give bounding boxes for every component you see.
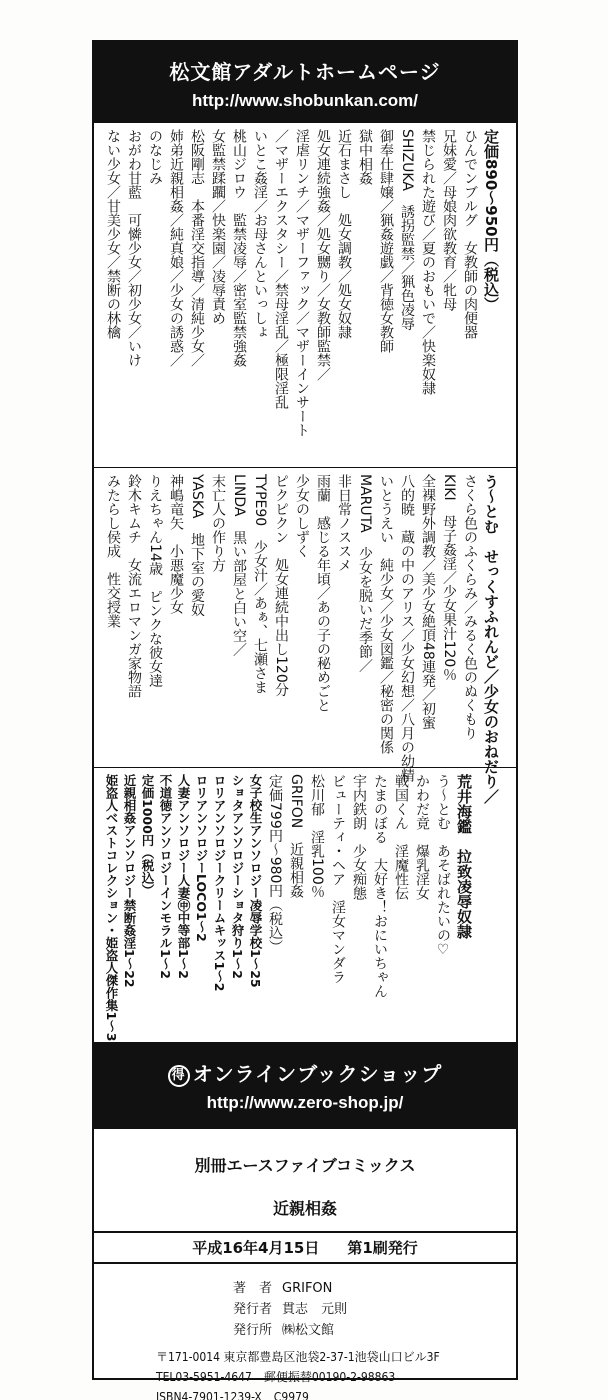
catalog-line: 松川郁 淫乳100％: [309, 774, 325, 899]
catalog-line: 松阪剛志 本番淫交指導／清純少女／: [189, 129, 205, 367]
catalog-line: 雨蘭 感じる年頃／あの子の秘めごと: [315, 474, 331, 712]
catalog-line: 宇内鉄朗 少女痴態: [351, 774, 367, 900]
catalog-line: 定価890〜950円（税込）: [482, 129, 500, 312]
catalog-section-2: [94, 467, 516, 804]
catalog-line: ビューティ・ヘア 淫女マンダラ: [330, 774, 346, 984]
author-label: 著 者: [232, 1281, 272, 1296]
catalog-line: MARUTA 少女を脱いだ季節／: [357, 474, 373, 673]
catalog-line: GRIFON 近親相姦: [288, 774, 304, 899]
publisher-contact: [94, 1347, 516, 1400]
catalog-line: 不道徳アンソロジーインモラル1〜2: [158, 774, 173, 979]
catalog-line: う〜とむ あそばれたいの♡: [435, 774, 451, 958]
catalog-line: さくら色のふくらみ／みるく色のぬくもり: [462, 474, 478, 740]
isbn: ISBN4-7901-1239-X C9979: [156, 1390, 309, 1400]
catalog-line: TYPE90 少女汁／あぁ、七瀬さま: [252, 474, 268, 695]
book-title: 近親相姦: [272, 1199, 337, 1218]
catalog-line: ロリアンソロジークリームキッス1〜2: [212, 774, 227, 992]
catalog-line: 女監禁蹂躙／快楽園／凌辱責め: [210, 129, 226, 325]
catalog-line: 神嶋竜矢 小悪魔少女: [168, 474, 184, 614]
catalog-line: 姉弟近親相姦／純真娘／少女の誘惑／: [168, 129, 184, 367]
publisher-label: 発行所: [232, 1323, 272, 1338]
publisher-person-row: [216, 1299, 516, 1320]
colophon: [94, 1128, 516, 1400]
catalog-line: 桃山ジロウ 監禁凌辱／密室監禁強姦: [231, 129, 247, 367]
catalog-line: りえちゃん14歳 ピンクな彼女達: [147, 474, 163, 688]
publication-date: 平成16年4月15日: [192, 1239, 320, 1257]
online-shop-banner: [94, 1042, 516, 1128]
website-url[interactable]: http://www.shobunkan.com/: [191, 91, 419, 110]
catalog-line: 近親相姦アンソロジー禁断姦淫1〜22: [122, 774, 137, 988]
catalog-line: ひんでンブルグ 女教師の肉便器: [462, 129, 478, 339]
series-name: 別冊エースファイブコミックス: [194, 1156, 416, 1175]
catalog-line: たまのぼる 大好き！おにいちゃん: [372, 774, 388, 998]
back-cover-frame: [92, 40, 518, 1400]
catalog-line: 禁じられた遊び／夏のおもいで／快楽奴隷: [420, 129, 436, 395]
catalog-section-1: [94, 122, 516, 467]
catalog-line: 獄中相姦: [357, 129, 373, 185]
catalog-line: SHIZUKA 誘拐監禁／猟色凌辱: [399, 129, 415, 331]
catalog-line: 少女のしずく: [294, 474, 310, 558]
catalog-line: ピクピクン 処女連続中出し120分: [273, 474, 289, 697]
catalog-line: おがわ甘藍 可憐少女／初少女／いけ: [126, 129, 142, 367]
edition: 第1刷発行: [347, 1239, 418, 1257]
telephone: TEL03-5951-4647 郵便振替00190-2-98863: [156, 1370, 396, 1384]
catalog-line: LINDA 黒い部屋と白い空／: [231, 474, 247, 657]
catalog-line: いとうえい 純少女／少女図鑑／秘密の関係: [378, 474, 394, 754]
catalog-line: 御奉仕肆嬢／猟姦遊戯／背徳女教師: [378, 129, 394, 353]
catalog-line: 処女連続強姦／処女嬲り／女教師監禁／: [315, 129, 331, 381]
catalog-line: いとこ姦淫／お母さんといっしょ: [252, 129, 268, 339]
catalog-line: 兄妹愛／母娘肉欲教育／牝母: [441, 129, 457, 311]
website-banner: [94, 42, 516, 122]
catalog-line: 女子校生アンソロジー凌辱学校1〜25: [248, 774, 263, 988]
catalog-line: 定価1000円（税込）: [140, 774, 155, 897]
catalog-line: 荒井海鑑 拉致凌辱奴隷: [455, 774, 473, 939]
catalog-line: 全裸野外調教／美少女絶頂48連発／初蜜: [420, 474, 436, 730]
catalog-section-2-text: [102, 474, 501, 804]
catalog-line: 人妻アンソロジー人妻㊥中等部1〜2: [176, 774, 191, 979]
catalog-section-3-text: [102, 774, 474, 1042]
catalog-line: 近石まさし 処女調教／処女奴隷: [336, 129, 352, 339]
catalog-line: ロリアンソロジーLOCO1〜2: [194, 774, 209, 942]
catalog-section-1-text: [102, 129, 501, 461]
publisher-value: ㈱松文館: [282, 1323, 335, 1338]
catalog-line: 姫盗人ベストコレクション・姫盗人傑作集1〜3: [104, 774, 119, 1042]
catalog-line: YASKA 地下室の愛奴: [189, 474, 205, 617]
catalog-line: 鈴木キムチ 女流エロマンガ家物語: [126, 474, 142, 698]
catalog-line: 非日常ノススメ: [336, 474, 352, 572]
catalog-line: 戦国くん 淫魔性伝: [393, 774, 409, 900]
address: 〒171-0014 東京都豊島区池袋2-37-1池袋山口ビル3F: [156, 1350, 440, 1364]
catalog-line: みたらし侯成 性交授業: [105, 474, 121, 628]
catalog-line: 末亡人の作り方: [210, 474, 226, 572]
catalog-section-3: [94, 767, 516, 1042]
online-shop-url[interactable]: http://www.zero-shop.jp/: [206, 1093, 404, 1112]
toku-mark-icon: 得: [168, 1065, 190, 1087]
catalog-line: のなじみ: [147, 129, 163, 185]
catalog-line: ショタアンソロジーショタ狩り1〜2: [230, 774, 245, 979]
catalog-line: KIKI 母子姦淫／少女果汁120％: [441, 474, 457, 682]
publication-date-bar: [94, 1231, 516, 1264]
online-shop-title: オンラインブックショップ: [192, 1062, 443, 1086]
website-title: 松文館アダルトホームページ: [169, 60, 441, 84]
publisher-row: [216, 1320, 516, 1341]
catalog-line: ／マザーエクスタシー／禁母淫乱／極限淫乱: [273, 129, 289, 409]
publisher-person-label: 発行者: [232, 1302, 272, 1317]
catalog-line: う〜とむ せっくすふれんど／少女のおねだり／: [482, 474, 500, 804]
catalog-line: ない少女／甘美少女／禁断の林檎: [105, 129, 121, 339]
catalog-line: 八的暁 蔵の中のアリス／少女幻想／八月の幼精: [399, 474, 415, 782]
author-row: [216, 1278, 516, 1299]
author-value: GRIFON: [282, 1281, 333, 1296]
credits: [94, 1278, 516, 1341]
publisher-person-value: 貫志 元則: [282, 1302, 348, 1317]
catalog-line: かわだ竟 爆乳淫女: [414, 774, 430, 900]
catalog-line: 淫虐リンチ／マザーファック／マザーインサート: [294, 129, 310, 437]
catalog-line: 定価799円〜980円（税込）: [267, 774, 283, 954]
